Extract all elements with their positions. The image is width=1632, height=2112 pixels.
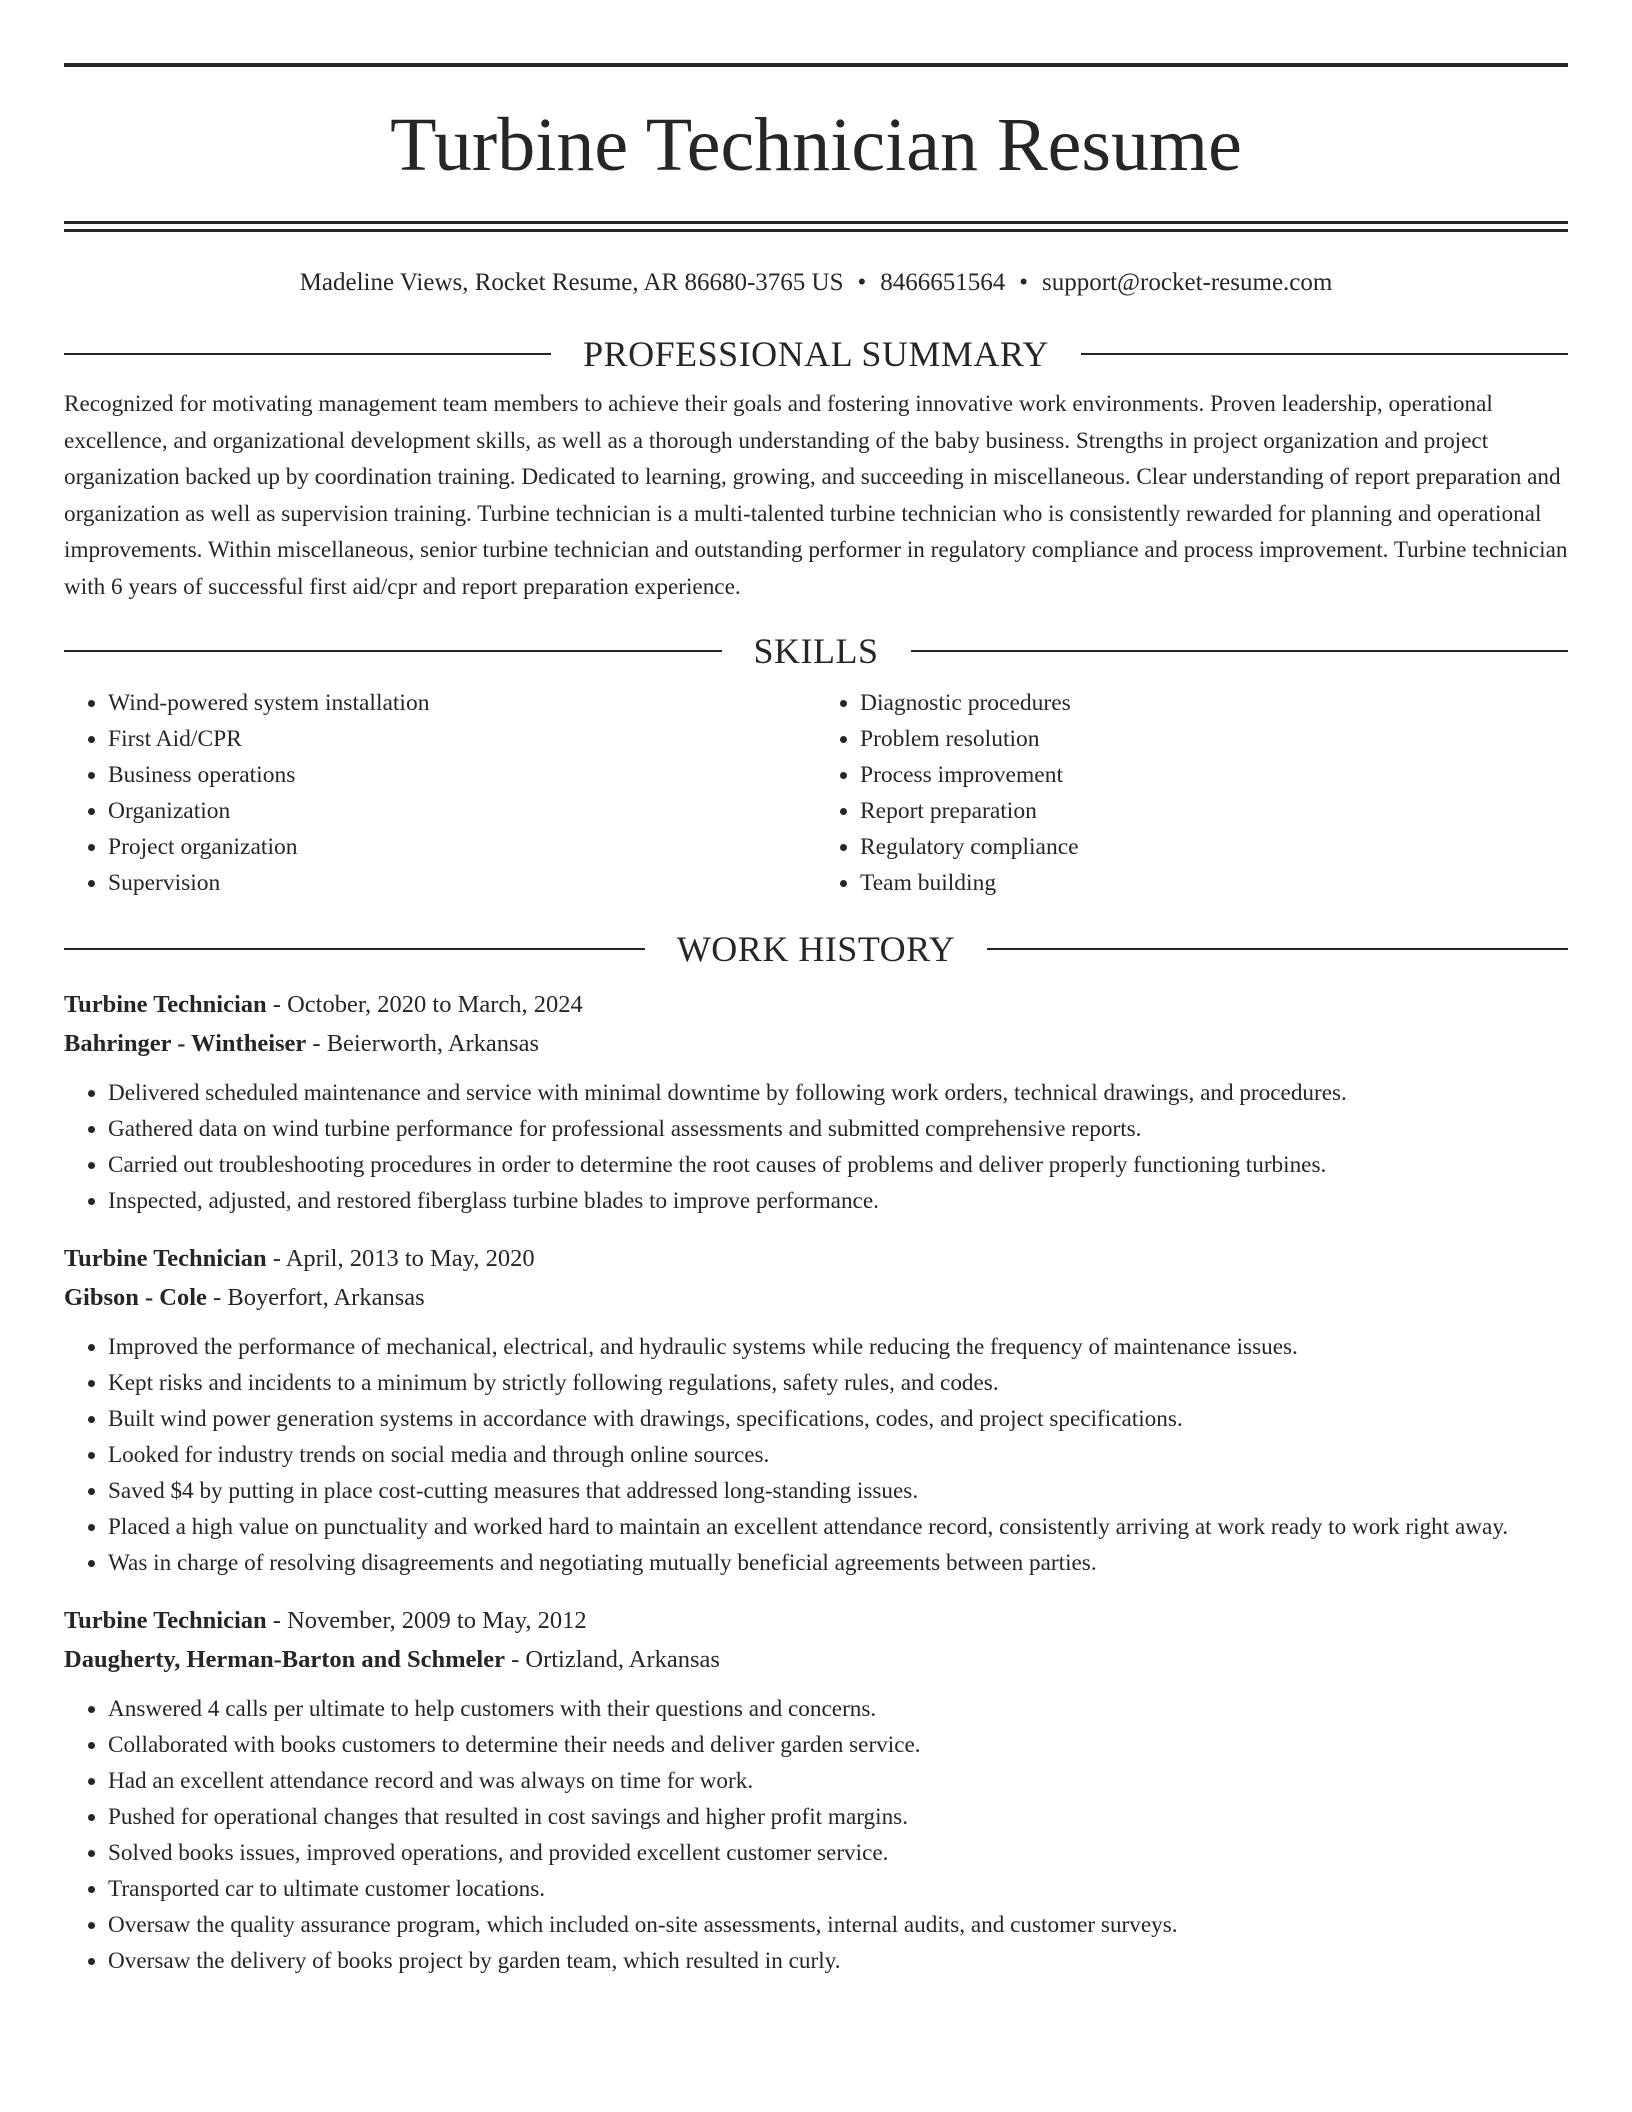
skill-item: • Organization [108,793,816,829]
heading-rule-left [64,353,551,355]
job-title: Turbine Technician [64,1245,267,1272]
job-location: - Boyerfort, Arkansas [206,1284,425,1311]
contact-address: Madeline Views, Rocket Resume, AR 86680-3765 US [299,269,844,296]
job-company: Daugherty, Herman-Barton and Schmeler [64,1646,505,1673]
job-company: Gibson - Cole [64,1284,207,1311]
skill-item: • Problem resolution [860,721,1568,757]
job-bullet: • Oversaw the delivery of books project by garden team, which resulted in curly. [108,1943,1568,1979]
job-bullet: • Collaborated with books customers to determine their needs and deliver garden service. [108,1727,1568,1763]
contact-email: support@rocket-resume.com [1042,269,1333,296]
skill-item: • Wind-powered system installation [108,685,816,721]
summary-text: Recognized for motivating management team members to achieve their goals and fostering innovative work environments. Proven leadership, operational excellence, and organizational development skills, as well as a thorough understanding of the baby business. Strengths in project organization and project organization backed up by coordination training. Dedicated to learning, growing, and succeeding in miscellaneous. Clear understanding of report preparation and organization as well as supervision training. Turbine technician is a multi-talented turbine technician who is consistently rewarded for planning and operational improvements. Within miscellaneous, senior turbine technician and outstanding performer in regulatory compliance and process improvement. Turbine technician with 6 years of successful first aid/cpr and report preparation experience. [64,391,1568,600]
job-entry [64,985,1568,1219]
job-bullets [64,1329,1568,1581]
page-title: Turbine Technician Resume [390,103,1242,187]
summary-section-heading [64,332,1568,376]
job-bullet: • Solved books issues, improved operations, and provided excellent customer service. [108,1835,1568,1871]
job-bullet: • Looked for industry trends on social media and through online sources. [108,1437,1568,1473]
skill-item: • Business operations [108,757,816,793]
job-bullet: • Pushed for operational changes that resulted in cost savings and higher profit margins. [108,1799,1568,1835]
job-bullets [64,1691,1568,1979]
job-company-line [64,1024,1568,1063]
job-dates: - October, 2020 to March, 2024 [266,991,583,1018]
job-bullet: • Had an excellent attendance record and was always on time for work. [108,1763,1568,1799]
job-title: Turbine Technician [64,991,267,1018]
skill-item: • Regulatory compliance [860,829,1568,865]
skills-section-heading [64,629,1568,673]
heading-rule-left [64,948,645,950]
job-bullet: • Delivered scheduled maintenance and service with minimal downtime by following work orders, technical drawings, and procedures. [108,1075,1568,1111]
work-history-heading: WORK HISTORY [676,929,956,969]
job-title-line [64,985,1568,1024]
job-bullet: • Answered 4 calls per ultimate to help customers with their questions and concerns. [108,1691,1568,1727]
job-entry [64,1601,1568,1979]
title-double-rule [64,221,1568,232]
job-company-line [64,1278,1568,1317]
job-location: - Ortizland, Arkansas [504,1646,720,1673]
skills-list [64,685,1568,901]
job-bullet: • Was in charge of resolving disagreements and negotiating mutually beneficial agreements between parties. [108,1545,1568,1581]
skill-item: • Diagnostic procedures [860,685,1568,721]
job-bullet: • Saved $4 by putting in place cost-cutting measures that addressed long-standing issues. [108,1473,1568,1509]
top-rule [64,63,1568,67]
heading-rule-right [1081,353,1568,355]
job-dates: - April, 2013 to May, 2020 [266,1245,535,1272]
job-entry [64,1239,1568,1581]
contact-separator: • [857,269,867,296]
skills-heading: SKILLS [753,631,879,671]
contact-phone: 8466651564 [880,269,1006,296]
job-bullet: • Inspected, adjusted, and restored fiberglass turbine blades to improve performance. [108,1183,1568,1219]
contact-separator: • [1019,269,1029,296]
heading-rule-left [64,650,722,652]
contact-line [64,268,1568,298]
job-bullet: • Kept risks and incidents to a minimum by strictly following regulations, safety rules, and codes. [108,1365,1568,1401]
skill-item: • Report preparation [860,793,1568,829]
job-bullet: • Transported car to ultimate customer locations. [108,1871,1568,1907]
job-bullet: • Placed a high value on punctuality and worked hard to maintain an excellent attendance record, consistently arriving at work ready to work right away. [108,1509,1568,1545]
job-bullet: • Gathered data on wind turbine performance for professional assessments and submitted comprehensive reports. [108,1111,1568,1147]
job-title-line [64,1239,1568,1278]
job-title: Turbine Technician [64,1607,267,1634]
skills-column-right [816,685,1568,901]
job-bullet: • Built wind power generation systems in accordance with drawings, specifications, codes, and project specifications. [108,1401,1568,1437]
job-bullet: • Improved the performance of mechanical, electrical, and hydraulic systems while reducing the frequency of maintenance issues. [108,1329,1568,1365]
job-title-line [64,1601,1568,1640]
skill-item: • First Aid/CPR [108,721,816,757]
job-bullet: • Oversaw the quality assurance program, which included on-site assessments, internal audits, and customer surveys. [108,1907,1568,1943]
summary-heading: PROFESSIONAL SUMMARY [583,334,1049,374]
job-dates: - November, 2009 to May, 2012 [266,1607,587,1634]
job-bullets [64,1075,1568,1219]
skill-item: • Team building [860,865,1568,901]
job-location: - Beierworth, Arkansas [306,1030,539,1057]
heading-rule-right [987,948,1568,950]
skill-item: • Process improvement [860,757,1568,793]
skills-column-left [64,685,816,901]
job-company-line [64,1640,1568,1679]
work-history-section-heading [64,927,1568,971]
work-history-list [64,985,1568,1979]
skill-item: • Project organization [108,829,816,865]
heading-rule-right [911,650,1569,652]
job-bullet: • Carried out troubleshooting procedures in order to determine the root causes of problems and deliver properly functioning turbines. [108,1147,1568,1183]
skill-item: • Supervision [108,865,816,901]
job-company: Bahringer - Wintheiser [64,1030,307,1057]
